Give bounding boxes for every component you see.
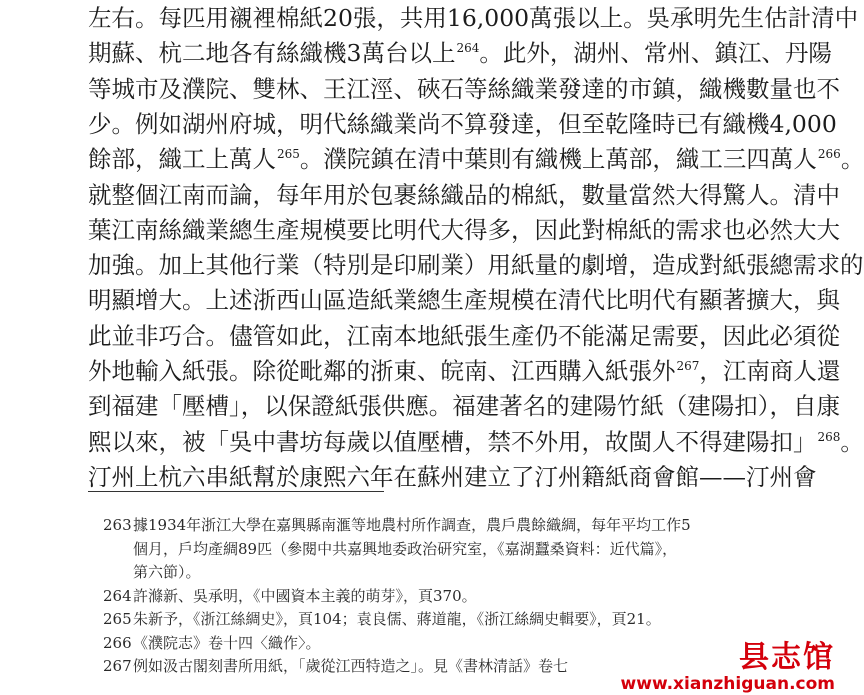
- body-line: [88, 106, 837, 142]
- body-text-run: 外地輸入紙張。除從毗鄰的浙東、皖南、江西購入紙張外: [88, 357, 676, 385]
- footnote: [103, 633, 321, 653]
- body-text-run: ，江南商人還: [699, 357, 841, 385]
- footnote: [103, 586, 477, 606]
- footnote-text: 許滌新、吳承明，《中國資本主義的萌芽》，頁370。: [133, 586, 477, 605]
- body-line: [88, 459, 817, 495]
- body-text-run: 葉江南絲織業總生產規模要比明代大得多，因此對棉紙的需求也必然大大: [88, 215, 840, 244]
- footnote-number: 265: [103, 610, 132, 628]
- footnote-number: 263: [103, 516, 132, 534]
- footnote: [103, 609, 661, 629]
- body-text-run: 期蘇、杭二地各有絲織機3萬台以上: [88, 39, 456, 68]
- body-text-run: 明顯增大。上述浙西山區造紙業總生產規模在清代比明代有顯著擴大，與: [88, 286, 840, 315]
- body-line: [88, 282, 840, 318]
- footnote-ref[interactable]: 266: [817, 147, 841, 162]
- body-line: [88, 318, 840, 354]
- body-text-run: 。: [840, 427, 864, 456]
- footnote-ref[interactable]: 267: [676, 359, 700, 373]
- body-text-run: 加強。加上其他行業（特別是印刷業）用紙量的劇增，造成對紙張總需求的: [88, 251, 864, 280]
- body-text-run: 熙以來，被「吳中書坊每歲以值壓槽，禁不外用，故閩人不得建陽扣」: [88, 427, 817, 456]
- footnote-number: 266: [103, 633, 132, 652]
- body-line: [88, 212, 840, 248]
- body-line: [88, 247, 864, 283]
- body-text-run: 。此外，湖州、常州、鎮江、丹陽: [479, 39, 832, 68]
- body-line: [88, 177, 840, 213]
- body-line: [88, 141, 864, 177]
- footnote-continuation: [133, 562, 201, 582]
- body-text-run: 到福建「壓槽」，以保證紙張供應。福建著名的建陽竹紙（建陽扣），自康: [88, 392, 840, 421]
- body-text-run: 少。例如湖州府城，明代絲織業尚不算發達，但至乾隆時已有織機4,000: [88, 109, 837, 138]
- watermark-logo: [621, 641, 835, 693]
- footnote-text: 例如汲古閣刻書所用紙，「歲從江西特造之」。見《書林清話》卷七: [133, 657, 569, 675]
- footnote-ref[interactable]: 264: [456, 41, 480, 56]
- body-line: [88, 35, 832, 71]
- footnote-continuation: [133, 539, 677, 559]
- footnote: [103, 656, 568, 676]
- footnote-text: 《濮院志》卷十四〈織作〉。: [133, 633, 321, 652]
- footnote-number: 267: [103, 657, 132, 675]
- body-text-run: 汀州上杭六串紙幫於康熙六年在蘇州建立了汀州籍紙商會館——汀州會: [88, 462, 817, 491]
- body-line: [88, 388, 840, 424]
- body-line: [88, 424, 864, 460]
- body-line: [88, 353, 840, 389]
- body-text-run: 餘部，織工上萬人: [88, 145, 276, 174]
- body-text-run: 左右。每匹用襯裡棉紙20張，共用16,000萬張以上。吳承明先生估計清中: [88, 4, 859, 32]
- body-text-run: 此並非巧合。儘管如此，江南本地紙張生產仍不能滿足需要，因此必須從: [88, 321, 840, 350]
- watermark-url: www.xianzhiguan.com: [620, 674, 835, 694]
- footnote-separator: [88, 491, 384, 492]
- footnote-text: 第六節）。: [133, 563, 201, 581]
- footnote: [103, 515, 691, 535]
- footnote-text: 朱新予，《浙江絲綢史》，頁104；袁良儒、蔣道龍，《浙江絲綢史輯要》，頁21。: [133, 610, 661, 628]
- footnote-text: 據1934年浙江大學在嘉興縣南滙等地農村所作調查，農戶農餘織綢，每年平均工作5: [133, 516, 691, 534]
- body-text-run: 就整個江南而論，每年用於包裹絲織品的棉紙，數量當然大得驚人。清中: [88, 180, 840, 209]
- footnote-number: 264: [103, 586, 132, 605]
- body-line: [88, 71, 840, 107]
- footnote-text: 個月，戶均產綢89匹（參閱中共嘉興地委政治研究室，《嘉湖蠶桑資料：近代篇》，: [133, 539, 678, 558]
- watermark-name: 县志馆: [739, 640, 835, 675]
- body-text-run: 等城市及濮院、雙林、王江涇、硤石等絲織業發達的市鎮，織機數量也不: [88, 74, 840, 103]
- body-line: [88, 0, 858, 36]
- footnote-ref[interactable]: 268: [817, 429, 841, 444]
- footnote-ref[interactable]: 265: [277, 147, 300, 162]
- body-text-run: 。: [840, 145, 864, 174]
- body-text-run: 。濮院鎮在清中葉則有織機上萬部，織工三四萬人: [299, 145, 817, 174]
